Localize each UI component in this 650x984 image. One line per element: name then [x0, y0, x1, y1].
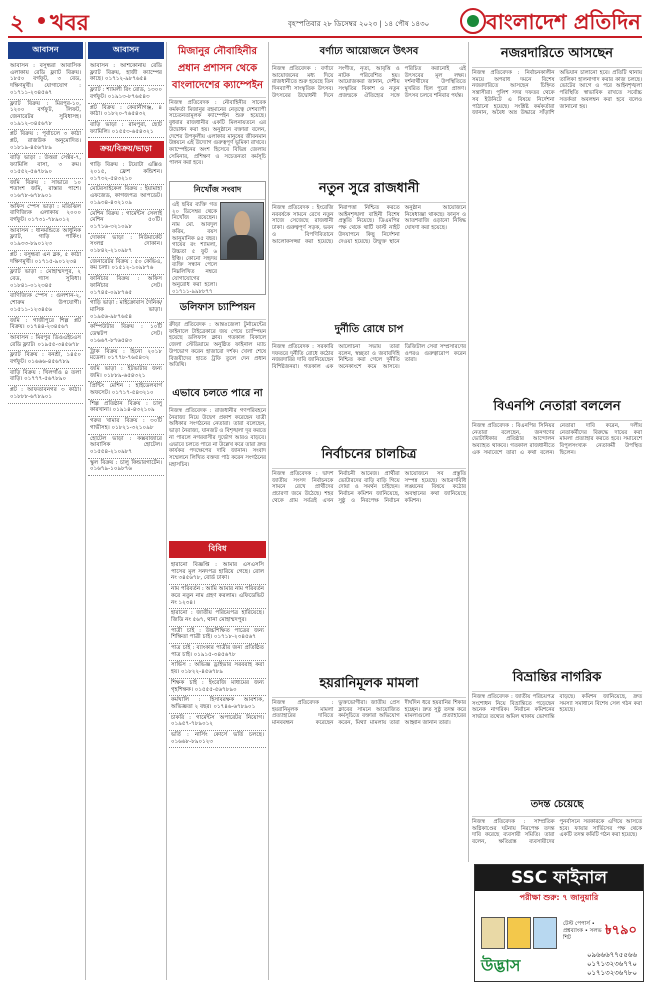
category-header: বিবিধ [169, 541, 266, 558]
classified-ad: হোটেল ভাড়া : কক্সবাজারে আবাসিক হোটেল। ০১৫৫৪-২১০৯৮৭ [88, 435, 164, 459]
article-headline: ডলিফাস চ্যাম্পিয়ন [169, 298, 266, 320]
classified-ad: পাত্রী চাই : উচ্চশিক্ষিত পাত্রের জন্য শিক্ষিতা পাত্রী চাই। ০১৭১৮-২৩৪৫৬৭ [169, 627, 266, 644]
classified-column-2 [88, 42, 164, 980]
classified-ad: প্লট বিক্রয় : পূর্বাচলে ৩ কাঠা প্লট, রাজউক অনুমোদিত। ০১৮১৯-৪৫৬৭৮৯ [8, 130, 83, 154]
article-body: ক্রীড়া প্রতিবেদক : আন্তঃজেলা টুর্নামেন্টের ফাইনালে টাইব্রেকারে জয় পেয়ে চ্যাম্পিয়ন হয়েছে ডলিফাস ক্লাব। গতকাল বিকালে জেলা স্টেডিয়ামে অনুষ্ঠিত ফাইনাল ম্যাচ উপভোগ করেন হাজারো দর্শক। খেলা শেষে বিজয়ীদের হাতে ট্রফি তুলে দেন প্রধান অতিথি। [169, 322, 266, 369]
classified-ad: বাণিজ্যিক স্পেস : গুলশান-২, শোরুম উপযোগী। ০১৫১১-১২৩৪৫৬ [8, 292, 83, 316]
ad-phone: ০১৭১৩২৩৬৭৭০ [586, 960, 637, 968]
article-body: নিজস্ব প্রতিবেদক : বিএনপির সিনিয়র নেতারা বলেছেন, জনগণের ভোটাধিকার প্রতিষ্ঠার আন্দোলন অব্যাহত থাকবে। গতকাল রাজধানীতে এক সমাবেশে তারা এ কথা বলেন। নেতারা দাবি করেন, দলীয় নেতাকর্মীদের বিরুদ্ধে দায়ের করা মামলা প্রত্যাহার করতে হবে। সমাবেশে বিপুলসংখ্যক নেতাকর্মী উপস্থিত ছিলেন। [472, 423, 642, 456]
classified-ad: বাড়ি ভাড়া : রামপুরা, ছোট ফ্যামিলি। ০১৫৫৩-৬৫৪৩২১ [88, 121, 164, 138]
classified-ad: গাড়ি বিক্রয় : টয়োটা এক্সিও ২০১৫, ফ্রেশ কন্ডিশন। ০১৭৩২-৫৪৩২১০ [88, 161, 164, 185]
ad-phone: ০৯৬৬৬৭৭৫৫৬৬ [586, 951, 637, 959]
article-body: নিজস্ব প্রতিবেদক : বর্ণাঢ্য আয়োজনের মধ্য দিয়ে রাজধানীতে শুরু হয়েছে তিন দিনব্যাপী সাংস্কৃতিক উৎসব। উৎসবের উদ্বোধনী দিনে সংগীত, নৃত্য, আবৃত্তি ও নাটক পরিবেশিত হয়। আয়োজকরা জানান, দেশীয় সংস্কৃতির বিকাশ ও নতুন প্রজন্মকে ঐতিহ্যের সঙ্গে পরিচিত করানোই এই উৎসবের মূল লক্ষ্য। দর্শনার্থীদের উপস্থিতিতে মুখরিত ছিল পুরো প্রাঙ্গণ। উৎসব চলবে শনিবার পর্যন্ত। [272, 66, 466, 99]
classified-ad: প্রিন্টিং মেশিন : হাইডেলবার্গ অফসেট। ০১৭১৭-৫৪৩২১০ [88, 382, 164, 399]
right-news-area [472, 42, 642, 862]
article-body: নিজস্ব প্রতিবেদক : রাজধানীর গণপরিবহনে নৈরাজ্য নিয়ে উদ্বেগ প্রকাশ করেছেন যাত্রী অধিকার সংগঠনের নেতারা। তারা বলেছেন, ভাড়া নৈরাজ্য, যানজট ও বিশৃঙ্খলা দূর করতে না পারলে নগরবাসীর দুর্ভোগ আরও বাড়বে। এভাবে চলতে পারে না উল্লেখ করে তারা দ্রুত কার্যকর পদক্ষেপের দাবি জানান। সংবাদ সম্মেলনে লিখিত বক্তব্য পাঠ করেন সংগঠনের মহাসচিব। [169, 408, 266, 468]
article-headline: বিভ্রান্তির নাগরিক [472, 666, 642, 692]
classified-column-1 [8, 42, 83, 980]
page-number: ২ [10, 10, 25, 36]
newspaper-page [8, 4, 642, 980]
classified-ad: হারানো বিজ্ঞপ্তি : আমার এসএসসি পাসের মূল সনদপত্র হারিয়ে গেছে। রোল নং ৩৪৫৬৭৮, বোর্ড ঢাকা। [169, 561, 266, 585]
classified-ad: ফ্ল্যাট : শ্যামলী রিং রোড, ১৩০০ বর্গফুট। ০১৯১৩-৮৭৬৫৪৩ [88, 86, 164, 103]
ad-price: ৳৭৯০ [605, 923, 637, 938]
ad-subtitle: পরীক্ষা শুরু: ৭ জানুয়ারি [519, 893, 599, 902]
classified-ad: ট্রাক বিক্রয় : হিনো ২০১৮ মডেল। ০১৭৭৮-৭৬৫৪৩২ [88, 348, 164, 365]
book-icon [533, 917, 557, 949]
ad-items: টেস্ট পেপার্স • প্রশ্নব্যাংক • সলভ শিট [563, 921, 602, 941]
classified-ad: নাম পরিবর্তন : আমি আমার নাম পরিবর্তন করে নতুন নাম গ্রহণ করলাম। এফিডেভিট নং ১২৩৪। [169, 585, 266, 609]
missing-title: নিখোঁজ সংবাদ [170, 182, 265, 200]
section-title: খবর [50, 10, 89, 36]
classified-ad: বাড়ি ভাড়া : উত্তরা সেক্টর-৭, ফ্যামিলি বাসা, ৩ রুম। ০১৫৫২-৫৬৭৮৯০ [8, 154, 83, 178]
classified-ad: ফ্ল্যাট বিক্রয় : মিরপুর-১০, ১২০০ বর্গফুট, লিফট, জেনারেটর সুবিধাসহ। ০১৯১২-৩৪৫৬৭৮ [8, 100, 83, 131]
article-body: নিজস্ব প্রতিবেদক : হয়রানিমূলক মামলা প্রত্যাহারের দাবিতে মানববন্ধন করেছেন ভুক্তভোগীরা। জাতীয় প্রেস ক্লাবের সামনে আয়োজিত কর্মসূচিতে বক্তারা অভিযোগ করেন, মিথ্যা মামলায় তারা দীর্ঘদিন ধরে হয়রানির শিকার হচ্ছেন। দ্রুত সুষ্ঠু তদন্ত করে মামলাগুলো প্রত্যাহারের আহ্বান জানান তারা। [272, 700, 466, 727]
center-news-area [272, 42, 466, 862]
classified-ad: আবাসন : ধানমন্ডিতে আধুনিক ফ্ল্যাট, গাড়ি পার্কিং। ০১৯৩৩-৮৯০১২৩ [8, 227, 83, 251]
classified-ad: বাড়ি বিক্রয় : খিলগাঁও ৪ তলা বাড়ি। ০১৭৭৭-৫৬৭৮৯০ [8, 369, 83, 386]
classified-ad: স্কুল বিক্রয় : চালু কিন্ডারগার্টেন। ০১৬৭৯-১০৯৮৭৬ [88, 459, 164, 476]
classified-ad: অফিস স্পেস ভাড়া : মতিঝিল বাণিজ্যিক এলাকায় ২০০০ বর্গফুট। ০১৭৩১-৭৮৯০১২ [8, 203, 83, 227]
classified-ad: মেশিন বিক্রয় : গার্মেন্টস সেলাই মেশিন ৫০টি। ০১৭১৬-৩২১০৯৮ [88, 210, 164, 234]
classified-ad: জমি : গাজীপুরে শিল্প প্লট বিক্রয়। ০১৭৪৪-২৩৪৫৬৭ [8, 317, 83, 334]
missing-person-photo [220, 202, 264, 260]
ad-phones [587, 951, 637, 978]
article-body: নিজস্ব প্রতিবেদক : জাতীয় পরিচয়পত্র সংশোধন নিয়ে বিভ্রান্তিতে পড়েছেন অনেক নাগরিক। নির্বাচন কমিশনের সার্ভারে তথ্যের অমিল থাকায় ভোগান্তি বাড়ছে। কমিশন জানিয়েছে, দ্রুত সমস্যা সমাধানে বিশেষ সেল গঠন করা হয়েছে। [472, 694, 642, 721]
classified-ad: আবাসন : মিরপুর ডিওএইচএস রেডি ফ্ল্যাট। ০১৯৫৫-৩৪৫৬৭৮ [8, 334, 83, 351]
ad-brand: উদ্ভাস [481, 956, 521, 975]
classified-ad: সার্ভিস : অভিজ্ঞ ড্রাইভার সরবরাহ করা হয়। ০১৮২২-৪৫৬৭৮৯ [169, 661, 266, 678]
classified-ad: আবাসন : আশকোনায় রেডি ফ্ল্যাট বিক্রয়, হাজী ক্যাম্পের কাছে। ০১৭১২-৯৮৭৬৫৪ [88, 62, 164, 86]
category-header: ক্রয়/বিক্রয়/ভাড়া [88, 141, 164, 158]
classified-ad: কম্পিউটার বিক্রয় : ১০টি ডেস্কটপ সেট। ০১৬৬৭-৮৭৬৫৪৩ [88, 323, 164, 347]
article-headline: মিজানুর নৌবাহিনীর প্রধান প্রশাসন থেকে বাংলাদেশের ক্যাম্পেইন [169, 42, 266, 98]
classified-ad: ফ্ল্যাট ভাড়া : মোহাম্মদপুর, ২ বেড, গ্যাস সুবিধা। ০১৮৪১-০১২৩৪৫ [8, 268, 83, 292]
classified-ad: দোকান ভাড়া : নিউমার্কেট সংলগ্ন দোকান। ০১৮৪২-২১০৯৮৭ [88, 234, 164, 258]
classified-ad: প্লট : বসুন্ধরা এন ব্লক, ৫ কাঠা দক্ষিণমুখী। ০১৭১৫-৯০১২৩৪ [8, 251, 83, 268]
classified-ad: প্লট : আফতাবনগর ৩ কাঠা। ০১৮৮৮-৬৭৮৯০১ [8, 386, 83, 403]
classified-ad: হারানো : জাতীয় পরিচয়পত্র হারিয়েছে। জিডি নং ৫৬৭, থানা মোহাম্মদপুর। [169, 609, 266, 626]
classified-ad: প্লট বিক্রয় : কেরানীগঞ্জ, ৪ কাঠা। ০১৮২০-৭৬৫৪৩২ [88, 104, 164, 121]
classified-ad: শিক্ষক চাই : ইংরেজি মাধ্যমের জন্য গৃহশিক্ষক। ০১৫৫৫-৫৬৭৮৯০ [169, 679, 266, 696]
classified-ad: জেনারেটর বিক্রয় : ৫০ কেভিএ, কম চলা। ০১৫১২-১০৯৮৭৬ [88, 258, 164, 275]
category-header: আবাসন [8, 42, 83, 59]
page-header [8, 4, 642, 38]
classified-ad: চাকরি : গার্মেন্টস অপারেটর নিয়োগ। ০১৯৫৭-৭৮৯০১২ [169, 714, 266, 731]
article-body: নিজস্ব প্রতিবেদক : নৌবাহিনীর সাবেক কর্মকর্তা মিজানুর রহমানের নেতৃত্বে দেশব্যাপী সচেতনতামূলক ক্যাম্পেইন শুরু হয়েছে। বুধবার রাজধানীর একটি মিলনায়তনে এর উদ্বোধন করা হয়। অনুষ্ঠানে বক্তারা বলেন, দেশের উপকূলীয় এলাকার মানুষের জীবনমান উন্নয়নে এই উদ্যোগ গুরুত্বপূর্ণ ভূমিকা রাখবে। ক্যাম্পেইনের অংশ হিসেবে বিভিন্ন জেলায় সেমিনার, প্রশিক্ষণ ও সচেতনতা কর্মসূচি পালন করা হবে। [169, 100, 266, 167]
classified-ad: গরুর খামার বিক্রয় : ৩০টি গাভীসহ। ০১৮২১-৩২১০৯৮ [88, 417, 164, 434]
article-headline: নতুন সুরে রাজধানী [272, 177, 466, 203]
classified-ad: কর্মখালি : হিসাবরক্ষক আবশ্যক, অভিজ্ঞতা ২ বছর। ০১৭৪৬-৬৭৮৯০১ [169, 696, 266, 713]
date-line: বৃহস্পতিবার ২৮ ডিসেম্বর ২০২৩ | ১৪ পৌষ ১৪৩০ [288, 20, 430, 28]
classified-ad: পাত্র চাই : ব্যাংকার পাত্রীর জন্য প্রতিষ্ঠিত পাত্র চাই। ০১৯১৫-৩৪৫৬৭৮ [169, 644, 266, 661]
missing-body: এই ছবির ব্যক্তি গত ২০ ডিসেম্বর থেকে নিখোঁজ রয়েছেন। নাম মো. আবদুল করিম, বয়স আনুমানিক ৪৫ বছর। গায়ের রং শ্যামলা, উচ্চতা ৫ ফুট ৬ ইঞ্চি। কোনো সহৃদয় ব্যক্তি সন্ধান পেলে নিম্নলিখিত নম্বরে যোগাযোগের অনুরোধ করা হলো। ০১৭১১-৯৯৮৮৭৭ [172, 202, 217, 296]
classified-ad: মোটরসাইকেল বিক্রয় : ইয়ামাহা এফজেড, কাগজপত্র আপডেট। ০১৯৩৪-৪৩২১০৯ [88, 185, 164, 209]
book-icon [481, 917, 505, 949]
classified-ad: ভর্তি : নার্সিং কোর্সে ভর্তি চলছে। ০১৬৬৮-৮৯০১২৩ [169, 731, 266, 748]
article-body: নিজস্ব প্রতিবেদক : সরকারি দফতরে দুর্নীতি রোধে কঠোর নজরদারির দাবি জানিয়েছেন বিশিষ্টজনরা। গতকাল এক আলোচনা সভায় তারা বলেন, স্বচ্ছতা ও জবাবদিহি নিশ্চিত করা গেলে দুর্নীতি অনেকাংশে কমে আসবে। ডিজিটাল সেবা সম্প্রসারণের ওপরও গুরুত্বারোপ করেন তারা। [272, 344, 466, 371]
classified-ad: গাড়ি ভাড়া : মাইক্রোবাস দৈনিক/মাসিক ভাড়া। ০১৯৫৬-৯৮৭৬৫৪ [88, 299, 164, 323]
article-headline: হয়রানিমূলক মামলা [272, 672, 466, 698]
classified-ad: আবাসন : বসুন্ধরা আবাসিক এলাকায় রেডি ফ্ল্যাট বিক্রয়। ১৮৫০ বর্গফুট, ৩ বেড, দক্ষিণমুখী। যোগাযোগ : ০১৭১১-২৩৪৫৬৭ [8, 62, 83, 100]
category-header: আবাসন [88, 42, 164, 59]
logo-icon [460, 8, 486, 34]
ad-phone: ০১৭১৩২৩৬৭৮০ [586, 969, 637, 977]
classified-ad: ফ্ল্যাট বিক্রয় : বনশ্রী, ১৪৫০ বর্গফুট। ০১৬৬৬-৪৫৬৭৮৯ [8, 351, 83, 368]
ssc-advertisement [474, 864, 644, 982]
classified-ad: জমি ভাড়া : ইটভাটার জন্য জমি। ০১৮৮৯-৬৫৪৩২১ [88, 365, 164, 382]
article-headline: বর্ণাঢ্য আয়োজনে উৎসব [272, 42, 466, 64]
article-body: নিজস্ব প্রতিবেদক : ইংরেজি নববর্ষকে সামনে রেখে নতুন সাজে সেজেছে রাজধানী ঢাকা। গুরুত্বপূর্ণ সড়ক, ভবন ও বিপণিবিতানে আলোকসজ্জা করা হয়েছে। নিরাপত্তা নিশ্চিত করতে আইনশৃঙ্খলা বাহিনী বিশেষ প্রস্তুতি নিয়েছে। ডিএমপির পক্ষ থেকে থার্টি ফার্স্ট নাইট উদযাপনে কিছু নির্দেশনা দেওয়া হয়েছে। উন্মুক্ত স্থানে অনুষ্ঠান আয়োজনে নিষেধাজ্ঞা থাকছে। ফানুস ও আতশবাজি ওড়ানো নিষিদ্ধ ঘোষণা করা হয়েছে। [272, 205, 466, 245]
mixed-column [169, 42, 266, 980]
ad-title: SSC ফাইনাল [475, 865, 643, 891]
article-body: নিজস্ব প্রতিবেদক : দ্বাদশ জাতীয় সংসদ নির্বাচনকে সামনে রেখে প্রার্থীদের প্রচারণা জমে উঠেছে। শহর থেকে গ্রাম সর্বত্রই এখন নির্বাচনী আমেজ। প্রার্থীরা ভোটারদের বাড়ি বাড়ি গিয়ে দোয়া ও সমর্থন চাইছেন। নির্বাচন কমিশন জানিয়েছে, সুষ্ঠু ও নিরপেক্ষ নির্বাচন আয়োজনে সব প্রস্তুতি সম্পন্ন হয়েছে। আচরণবিধি লঙ্ঘনের বিষয়ে কঠোর অবস্থানের কথা জানিয়েছে কমিশন। [272, 471, 466, 504]
article-body: নিজস্ব প্রতিবেদক : সাম্প্রতিক অগ্নিকাণ্ডের ঘটনায় নিরপেক্ষ তদন্ত দাবি করেছে ব্যবসায়ী সমিতি। তারা বলেন, ক্ষতিগ্রস্ত ব্যবসায়ীদের পুনর্বাসনে সরকারকে এগিয়ে আসতে হবে। ফায়ার সার্ভিসের পক্ষ থেকে একটি তদন্ত কমিটি গঠন করা হয়েছে। [472, 819, 642, 846]
classified-ad: জমি বিক্রয় : সাভারে ১০ শতাংশ জমি, রাস্তার পাশে। ০১৬৭৮-৬৭৮৯০১ [8, 179, 83, 203]
classified-ad: শিল্প প্রতিষ্ঠান বিক্রয় : চালু কারখানা। ০১৯১৪-৪৩২১০৯ [88, 400, 164, 417]
classified-ad: ফার্নিচার বিক্রয় : অফিস ফার্নিচার সেট। ০১৭৪৫-০৯৮৭৬৫ [88, 275, 164, 299]
article-headline: তদন্ত চেয়েছে [472, 795, 642, 817]
header-dot-icon [38, 17, 45, 24]
article-headline: এভাবে চলতে পারে না [169, 384, 266, 406]
article-headline: বিএনপি নেতারা বললেন [472, 395, 642, 421]
article-body: নিজস্ব প্রতিবেদক : নির্বাচনকালীন সময়ে অপরাধ দমনে বিশেষ নজরদারিতে আসছেন চিহ্নিত সন্ত্রাসীরা। পুলিশ সদর দফতর থেকে সব ইউনিটে এ বিষয়ে নির্দেশনা পাঠানো হয়েছে। সংশ্লিষ্ট কর্মকর্তারা জানান, অবৈধ অস্ত্র উদ্ধারে সাঁড়াশি অভিযান চালানো হবে। প্রতিটি থানায় তালিকা হালনাগাদ করার কাজ চলছে। ভোটের আগে ও পরে আইনশৃঙ্খলা পরিস্থিতি স্বাভাবিক রাখতে সর্বোচ্চ সতর্কতা অবলম্বন করা হবে বলেও জানানো হয়। [472, 70, 642, 117]
article-headline: নির্বাচনের চালচিত্র [272, 443, 466, 469]
article-headline: দুর্নীতি রোধে চাপ [272, 320, 466, 342]
missing-notice [169, 181, 266, 295]
article-headline: নজরদারিতে আসছেন [472, 42, 642, 68]
book-icon [507, 917, 531, 949]
masthead-logo: বাংলাদেশ প্রতিদিন [486, 9, 641, 34]
